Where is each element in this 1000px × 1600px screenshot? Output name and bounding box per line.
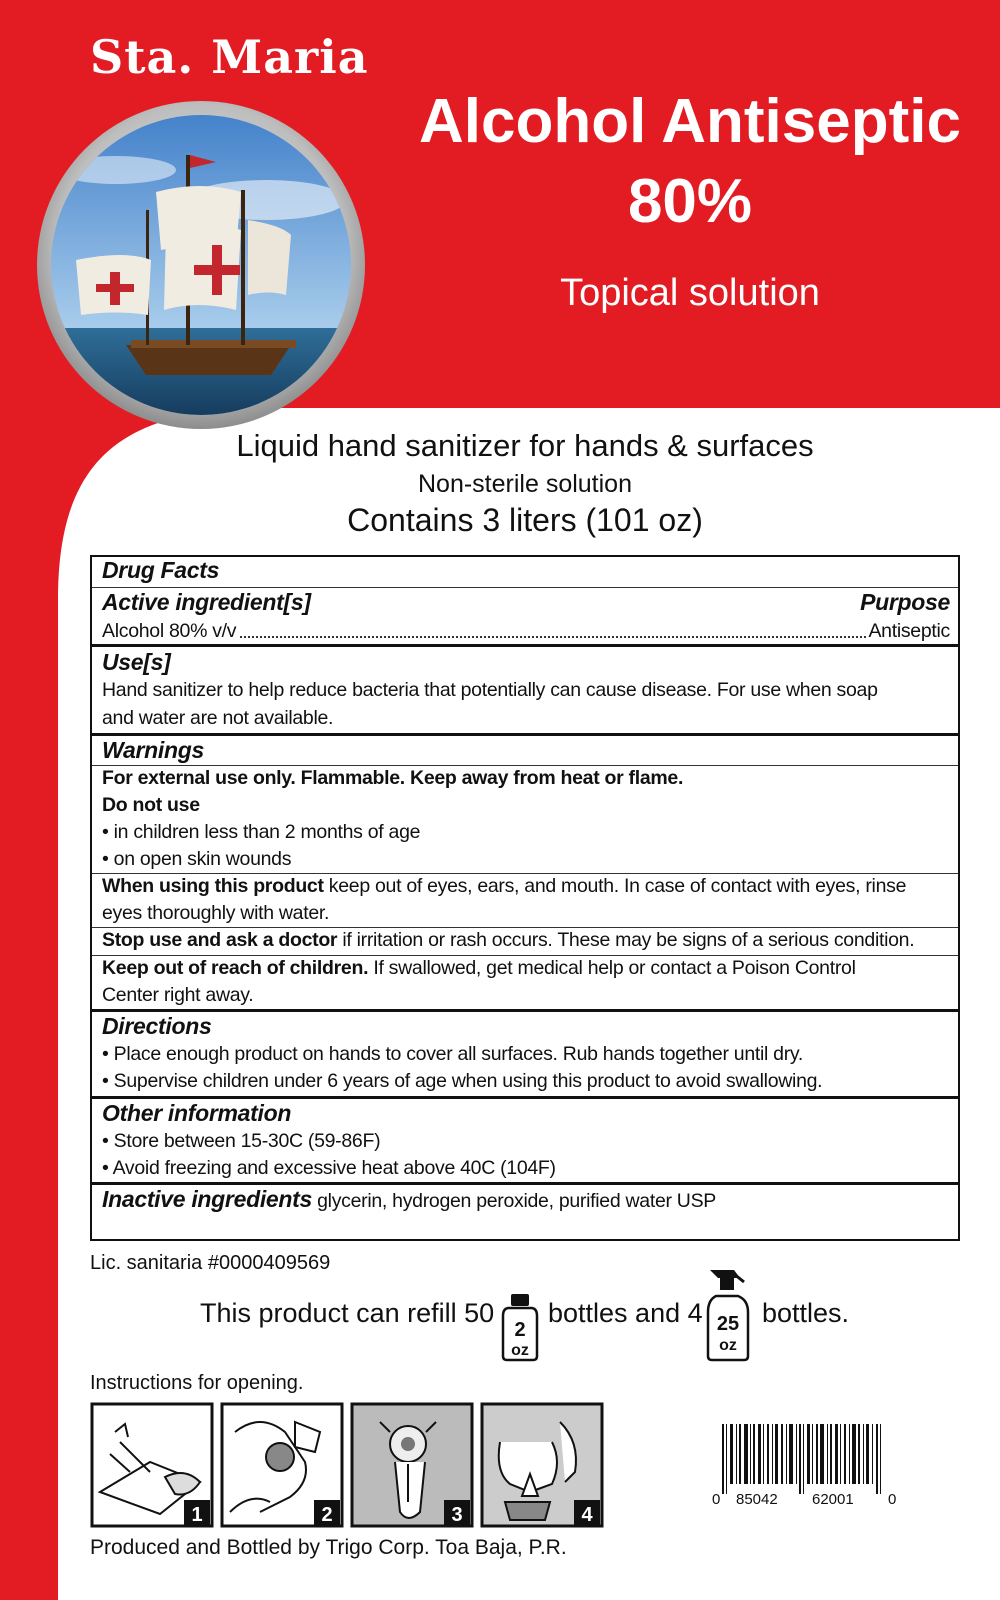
step-4-number: 4: [581, 1504, 593, 1526]
stop-use-line: Stop use and ask a doctor if irritation or rash occurs. These may be signs of a serious condition.: [102, 929, 915, 951]
directions-item-2: • Supervise children under 6 years of age when using this product to avoid swallowing.: [102, 1070, 823, 1092]
license-number: Lic. sanitaria #0000409569: [90, 1252, 331, 1274]
other-info-heading: Other information: [102, 1100, 292, 1126]
spray-bottle-icon: [704, 1266, 752, 1362]
barcode-digit-right: 0: [888, 1491, 897, 1508]
other-info-item-2: • Avoid freezing and excessive heat above 40C (104F): [102, 1157, 556, 1179]
barcode-digit-left: 0: [712, 1491, 721, 1508]
producer-note: Produced and Bottled by Trigo Corp. Toa Baja, P.R.: [90, 1536, 567, 1559]
large-bottle-size: 25: [716, 1313, 740, 1335]
barcode-group-2: 62001: [812, 1491, 854, 1508]
refill-suffix: bottles.: [762, 1298, 850, 1328]
drug-facts-title: Drug Facts: [102, 557, 220, 583]
refill-middle: bottles and 4: [548, 1298, 703, 1328]
barcode-group-1: 85042: [736, 1491, 778, 1508]
step-3-illustration: [352, 1404, 472, 1526]
brand-logo: Sta. Maria: [90, 30, 369, 84]
directions-heading: Directions: [102, 1013, 212, 1039]
product-subtitle: Topical solution: [560, 272, 820, 314]
barcode: [710, 1420, 900, 1510]
drug-facts-panel: [90, 555, 960, 1241]
active-ingredient: Alcohol 80% v/v: [102, 620, 237, 642]
uses-heading: Use[s]: [102, 649, 171, 675]
dot-leader: [240, 636, 866, 638]
opening-steps: [90, 1402, 620, 1530]
step-3-number: 3: [451, 1504, 463, 1526]
step-4-illustration: [482, 1404, 602, 1526]
uses-text-1: Hand sanitizer to help reduce bacteria that potentially can cause disease. For use when soap: [102, 679, 878, 701]
small-bottle-icon: [499, 1292, 541, 1362]
ship-medallion: [36, 100, 366, 430]
volume-note: Contains 3 liters (101 oz): [347, 502, 703, 538]
active-ingredient-heading: Active ingredient[s] Purpose: [102, 589, 950, 615]
inactive-ingredients-line: Inactive ingredients glycerin, hydrogen peroxide, purified water USP: [102, 1186, 716, 1212]
keep-out-line-1: Keep out of reach of children. If swallowed, get medical help or contact a Poison Control: [102, 957, 856, 979]
purpose-heading: Purpose: [860, 589, 950, 615]
opening-instructions-heading: Instructions for opening.: [90, 1372, 304, 1394]
do-not-use-item-2: • on open skin wounds: [102, 848, 292, 870]
uses-text-2: and water are not available.: [102, 707, 334, 729]
product-strength: 80%: [627, 167, 753, 236]
product-title: Alcohol Antiseptic: [419, 87, 961, 156]
step-2-number: 2: [321, 1504, 333, 1526]
small-bottle-unit: oz: [511, 1342, 529, 1359]
step-1-number: 1: [191, 1504, 203, 1526]
other-info-item-1: • Store between 15-30C (59-86F): [102, 1130, 381, 1152]
directions-item-1: • Place enough product on hands to cover all surfaces. Rub hands together until dry.: [102, 1043, 804, 1065]
do-not-use-heading: Do not use: [102, 794, 200, 816]
when-using-line-1: When using this product keep out of eyes, ears, and mouth. In case of contact with eyes, rinse: [102, 875, 907, 897]
warnings-heading: Warnings: [102, 737, 204, 763]
small-bottle-size: 2: [514, 1319, 526, 1341]
large-bottle-unit: oz: [719, 1337, 737, 1354]
purpose-value: Antiseptic: [868, 620, 950, 642]
do-not-use-item-1: • in children less than 2 months of age: [102, 821, 421, 843]
active-ingredient-row: [92, 620, 958, 643]
step-1-illustration: [92, 1404, 212, 1526]
keep-out-line-2: Center right away.: [102, 984, 254, 1006]
when-using-line-2: eyes thoroughly with water.: [102, 902, 330, 924]
warning-external-use: For external use only. Flammable. Keep away from heat or flame.: [102, 767, 684, 789]
step-2-illustration: [222, 1404, 342, 1526]
product-description: Liquid hand sanitizer for hands & surfaces: [236, 428, 814, 463]
sterility-note: Non-sterile solution: [418, 470, 632, 498]
refill-note: [0, 1262, 1000, 1362]
refill-prefix: This product can refill 50: [200, 1298, 495, 1328]
